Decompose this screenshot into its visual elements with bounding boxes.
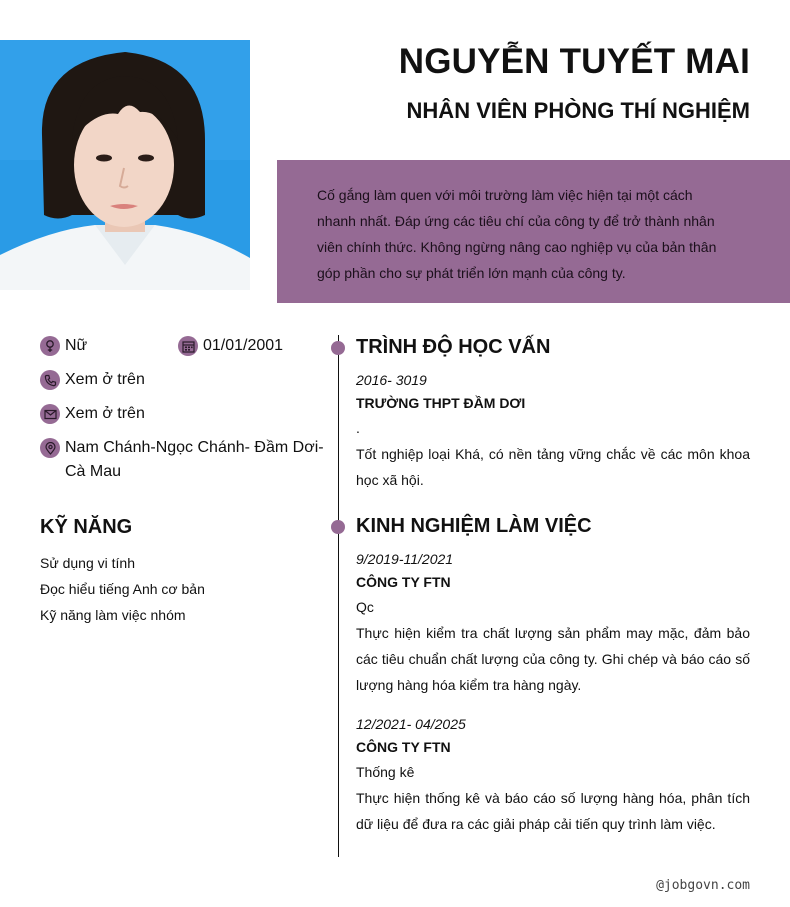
experience-entry bbox=[356, 715, 750, 837]
profile-photo bbox=[0, 40, 250, 290]
entry-role: Thống kê bbox=[356, 764, 415, 780]
entry-role: . bbox=[356, 420, 360, 436]
experience-entry bbox=[356, 550, 750, 698]
objective-box bbox=[277, 160, 790, 303]
skill-item: Sử dụng vi tính bbox=[40, 555, 135, 571]
birthdate-row bbox=[178, 334, 283, 358]
education-title: TRÌNH ĐỘ HỌC VẤN bbox=[356, 336, 551, 358]
email-value: Xem ở trên bbox=[65, 405, 145, 422]
timeline-dot-experience bbox=[331, 520, 345, 534]
entry-organization: CÔNG TY FTN bbox=[356, 574, 451, 590]
skills-list bbox=[40, 550, 205, 628]
objective-text: Cố gắng làm quen với môi trường làm việc hiện tại một cách nhanh nhất. Đáp ứng các tiêu chí của công ty để trở thành nhân viên chính thức. Không ngừng nâng cao nghiệp vụ của bản thân góp phần cho sự phát triển lớn mạnh của công ty. bbox=[317, 187, 717, 281]
entry-organization: CÔNG TY FTN bbox=[356, 739, 451, 755]
entry-date: 2016- 3019 bbox=[356, 372, 427, 388]
calendar-icon bbox=[178, 336, 198, 356]
phone-value: Xem ở trên bbox=[65, 371, 145, 388]
entry-role: Qc bbox=[356, 599, 374, 615]
skills-title: KỸ NĂNG bbox=[40, 516, 133, 538]
email-row bbox=[40, 402, 145, 426]
gender-icon bbox=[40, 336, 60, 356]
skill-item: Đọc hiểu tiếng Anh cơ bản bbox=[40, 581, 205, 597]
entry-description: Thực hiện kiểm tra chất lượng sản phẩm may mặc, đảm bảo các tiêu chuẩn chất lượng của công ty. Ghi chép và báo cáo số lượng hàng hóa kiểm tra hàng ngày. bbox=[356, 625, 750, 693]
timeline-dot-education bbox=[331, 341, 345, 355]
email-icon bbox=[40, 404, 60, 424]
experience-title: KINH NGHIỆM LÀM VIỆC bbox=[356, 515, 592, 537]
footer-brand: @jobgovn.com bbox=[656, 878, 750, 893]
entry-date: 12/2021- 04/2025 bbox=[356, 716, 466, 732]
entry-date: 9/2019-11/2021 bbox=[356, 551, 454, 567]
phone-icon bbox=[40, 370, 60, 390]
skill-item: Kỹ năng làm việc nhóm bbox=[40, 607, 186, 623]
job-title: NHÂN VIÊN PHÒNG THÍ NGHIỆM bbox=[406, 98, 750, 123]
address-value: Nam Chánh-Ngọc Chánh- Đầm Dơi- Cà Mau bbox=[65, 439, 324, 480]
birthdate-value: 01/01/2001 bbox=[203, 337, 284, 354]
entry-description: Thực hiện thống kê và báo cáo số lượng hàng hóa, phân tích dữ liệu để đưa ra các giải pháp cải tiến quy trình làm việc. bbox=[356, 790, 750, 832]
candidate-name: NGUYỄN TUYẾT MAI bbox=[398, 42, 750, 81]
location-icon bbox=[40, 438, 60, 458]
entry-description: Tốt nghiệp loại Khá, có nền tảng vững chắc về các môn khoa học xã hội. bbox=[356, 446, 750, 488]
address-row bbox=[40, 436, 325, 484]
phone-row bbox=[40, 368, 145, 392]
education-entry bbox=[356, 371, 750, 493]
entry-organization: TRƯỜNG THPT ĐẦM DƠI bbox=[356, 395, 526, 411]
timeline-line bbox=[338, 335, 339, 857]
gender-value: Nữ bbox=[65, 337, 88, 354]
gender-row bbox=[40, 334, 87, 358]
